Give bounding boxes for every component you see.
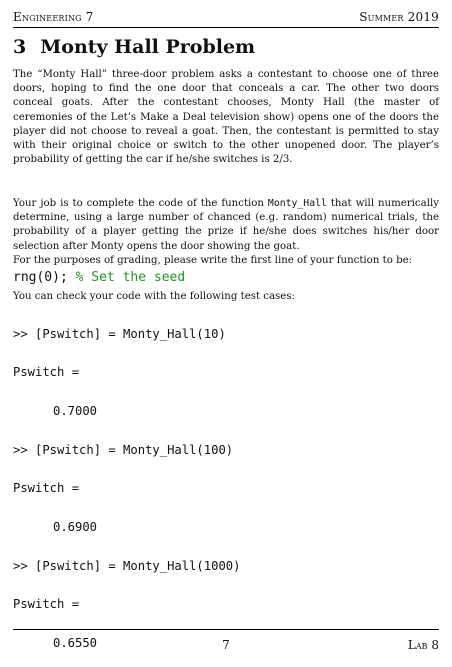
paragraph-intro: The “Monty Hall” three-door problem asks a contestant to choose one of three doors, hoping to find the one door that conceals a car. The other two doors conceal goats. After the contestant chooses, Monty Hall (the master of ceremonies of the Let’s Make a Deal television show) opens one of the doors the player did not choose to reveal a goat. Then, the contestant is permitted to stay with their original choice or switch to the other unopened door. The player’s probability of getting the car if he/she switches is 2/3.: [13, 69, 439, 166]
code-rng-comment: % Set the seed: [67, 270, 186, 285]
paragraph-task: [13, 197, 439, 254]
section-title: Monty Hall Problem: [40, 36, 256, 58]
document-page: [13, 0, 439, 667]
code-test3-value: 0.6550: [53, 636, 98, 650]
page-number: 7: [222, 638, 230, 652]
code-line-rng: [13, 270, 185, 285]
code-test2-call: >> [Pswitch] = Monty_Hall(100): [13, 443, 234, 457]
paragraph-grading: For the purposes of grading, please write the first line of your function to be:: [13, 255, 413, 266]
code-test1-label: Pswitch =: [13, 365, 80, 379]
function-name-inline-code: Monty_Hall: [267, 198, 327, 209]
paragraph-test-cases: You can check your code with the following test cases:: [13, 291, 295, 302]
code-test1-value: 0.7000: [53, 404, 98, 418]
code-test1-call: >> [Pswitch] = Monty_Hall(10): [13, 327, 226, 341]
code-test2-value: 0.6900: [53, 520, 98, 534]
header-term: Summer 2019: [359, 10, 439, 24]
footer-lab-label: Lab 8: [407, 638, 439, 652]
header-rule: [13, 27, 439, 28]
running-header: [13, 10, 439, 26]
code-rng-call: rng(0);: [13, 270, 68, 285]
code-test2-label: Pswitch =: [13, 481, 80, 495]
code-test3-label: Pswitch =: [13, 597, 80, 611]
paragraph-task-text-end: that will numerically determine, using a large number of chanced (e.g. random) numerical trials, the probability of a player getting the prize if he/she does switches his/her door selection after Monty opens the door showing the goat.: [13, 198, 439, 252]
section-number: 3: [13, 36, 27, 58]
code-test3-call: >> [Pswitch] = Monty_Hall(1000): [13, 559, 241, 573]
paragraph-task-text-start: Your job is to complete the code of the function: [13, 198, 268, 209]
header-course: Engineering 7: [13, 10, 94, 24]
section-heading: [13, 36, 255, 58]
